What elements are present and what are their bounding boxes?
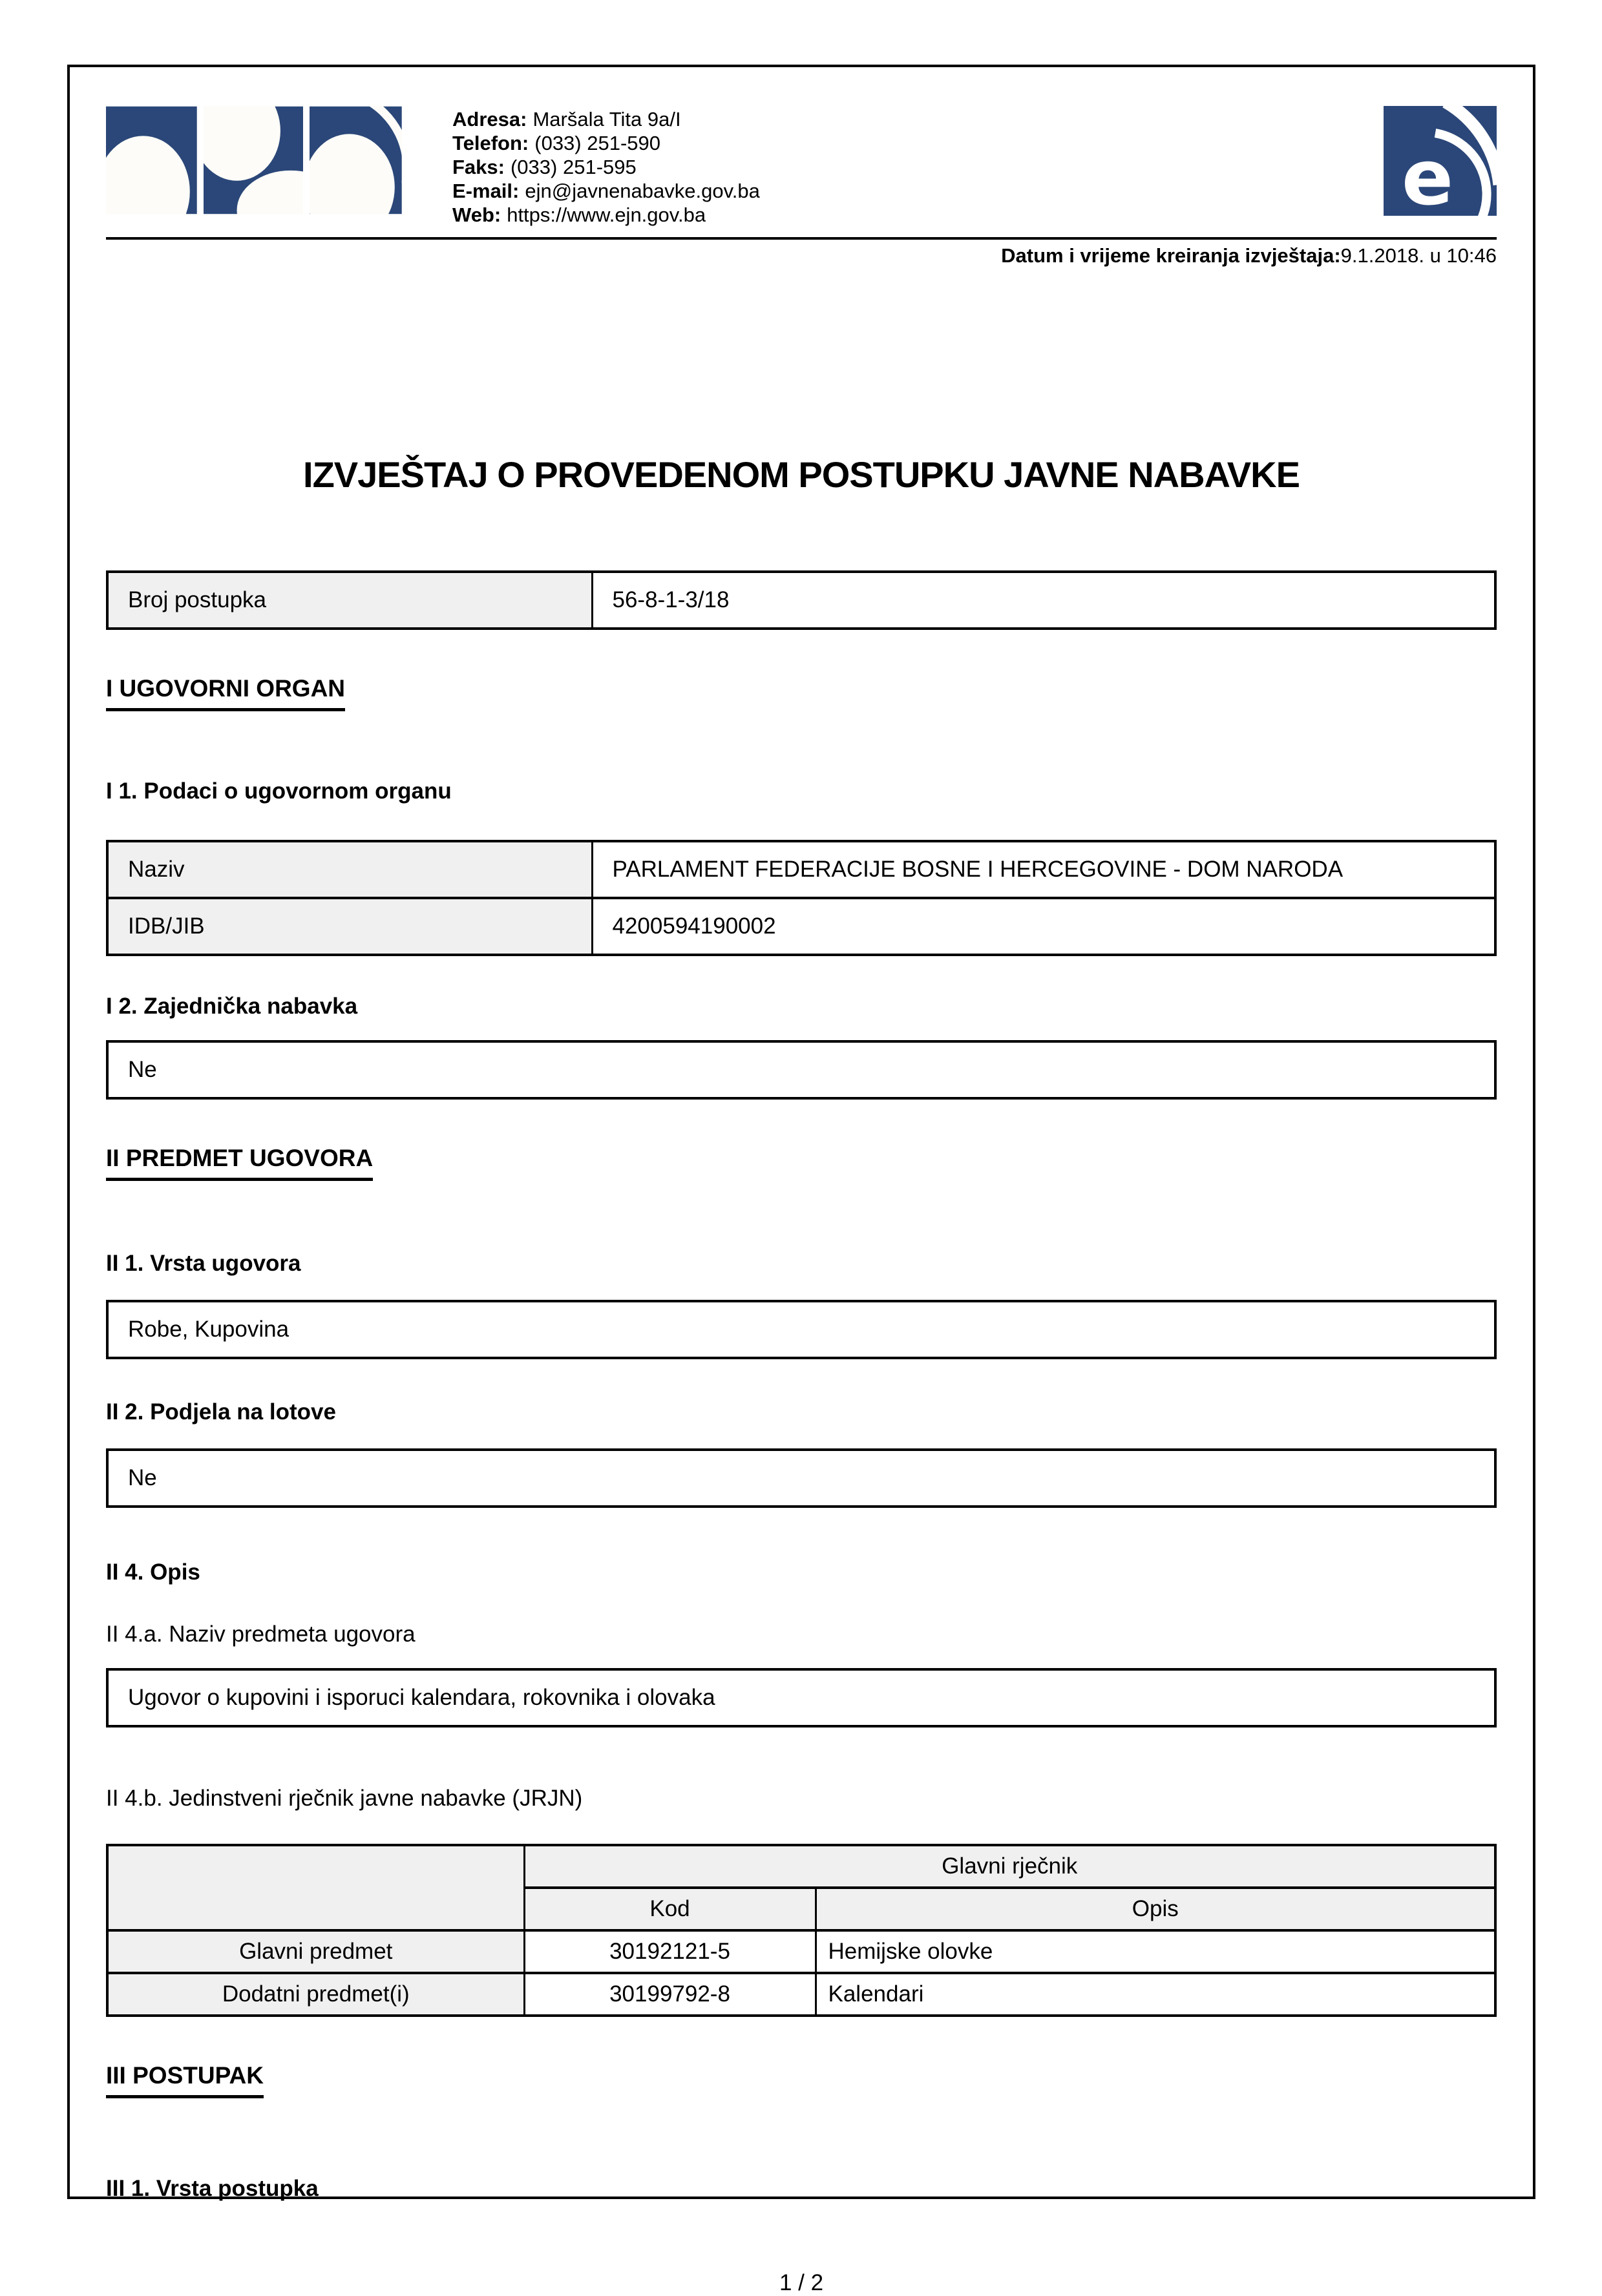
jrjn-row-kod: 30199792-8 [524,1973,816,2016]
email-label: E-mail: [452,180,520,202]
table-row [107,898,1495,955]
page-frame [67,65,1535,2295]
fax-value: (033) 251-595 [510,156,637,178]
page-title: IZVJEŠTAJ O PROVEDENOM POSTUPKU JAVNE NABAVKE [303,454,1300,495]
ejn-e-emblem [1384,106,1497,216]
jrjn-col-kod: Kod [524,1888,816,1930]
web-label: Web: [452,204,501,226]
jrjn-col-opis: Opis [816,1888,1495,1930]
section-3-1-heading: III 1. Vrsta postupka [106,2176,319,2201]
address-label: Adresa: [452,108,527,130]
idb-jib-value: 4200594190002 [592,898,1495,955]
naziv-value: PARLAMENT FEDERACIJE BOSNE I HERCEGOVINE - DOM NARODA [592,841,1495,898]
naziv-label: Naziv [107,841,592,898]
phone-label: Telefon: [452,132,529,154]
ejn-logo [106,106,402,214]
ugovorni-organ-table [106,840,1497,956]
vrsta-ugovora-value: Robe, Kupovina [106,1300,1497,1359]
fax-label: Faks: [452,156,505,178]
section-2-4a-heading: II 4.a. Naziv predmeta ugovora [106,1622,416,1647]
section-2-heading: II PREDMET UGOVORA [106,1145,1497,1181]
report-created-value: 9.1.2018. u 10:46 [1340,244,1497,267]
contact-fax [452,155,760,179]
table-row [107,1930,1495,1973]
jrjn-row-label: Dodatni predmet(i) [107,1973,524,2016]
table-row [107,841,1495,898]
section-1-1-heading: I 1. Podaci o ugovornom organu [106,778,452,804]
document-header [106,106,1497,227]
ejn-logo-panel-1 [106,106,197,214]
broj-postupka-table [106,570,1497,630]
contact-address [452,107,760,131]
jrjn-table-wrap [106,1844,1497,2017]
section-2-4b-heading: II 4.b. Jedinstveni rječnik javne nabavke (JRJN) [106,1786,583,1811]
podjela-na-lotove-value: Ne [106,1448,1497,1508]
jrjn-row-opis: Kalendari [816,1973,1495,2016]
report-created-label: Datum i vrijeme kreiranja izvještaja: [1001,244,1341,267]
jrjn-row-kod: 30192121-5 [524,1930,816,1973]
jrjn-group-header: Glavni rječnik [524,1845,1495,1888]
table-row [107,572,1495,629]
section-3-heading: III POSTUPAK [106,2062,1497,2098]
broj-postupka-value: 56-8-1-3/18 [592,572,1495,629]
section-1-heading: I UGOVORNI ORGAN [106,675,1497,711]
report-created-line [106,244,1497,267]
jrjn-table [106,1844,1497,2017]
ejn-logo-panel-3 [310,106,402,214]
section-2-1-heading: II 1. Vrsta ugovora [106,1251,301,1276]
header-divider [106,237,1497,240]
contact-email [452,179,760,203]
ejn-logo-panel-2 [204,106,304,214]
phone-value: (033) 251-590 [534,132,660,154]
table-row [107,1973,1495,2016]
web-value: https://www.ejn.gov.ba [507,204,706,226]
contact-phone [452,131,760,155]
address-value: Maršala Tita 9a/I [532,108,681,130]
contact-web [452,203,760,227]
jrjn-row-opis: Hemijske olovke [816,1930,1495,1973]
section-1-2-heading: I 2. Zajednička nabavka [106,994,358,1019]
svg-text:e: e [1402,133,1454,216]
zajednicka-nabavka-value: Ne [106,1040,1497,1100]
naziv-predmeta-value: Ugovor o kupovini i isporuci kalendara, rokovnika i olovaka [106,1668,1497,1727]
broj-postupka-label: Broj postupka [107,572,592,629]
contact-block [452,106,760,227]
jrjn-corner-cell [107,1845,524,1930]
jrjn-row-label: Glavni predmet [107,1930,524,1973]
table-row [107,1845,1495,1888]
section-2-4-heading: II 4. Opis [106,1560,200,1585]
page-number: 1 / 2 [779,2270,824,2295]
section-2-2-heading: II 2. Podjela na lotove [106,1399,336,1425]
idb-jib-label: IDB/JIB [107,898,592,955]
email-value: ejn@javnenabavke.gov.ba [525,180,760,202]
